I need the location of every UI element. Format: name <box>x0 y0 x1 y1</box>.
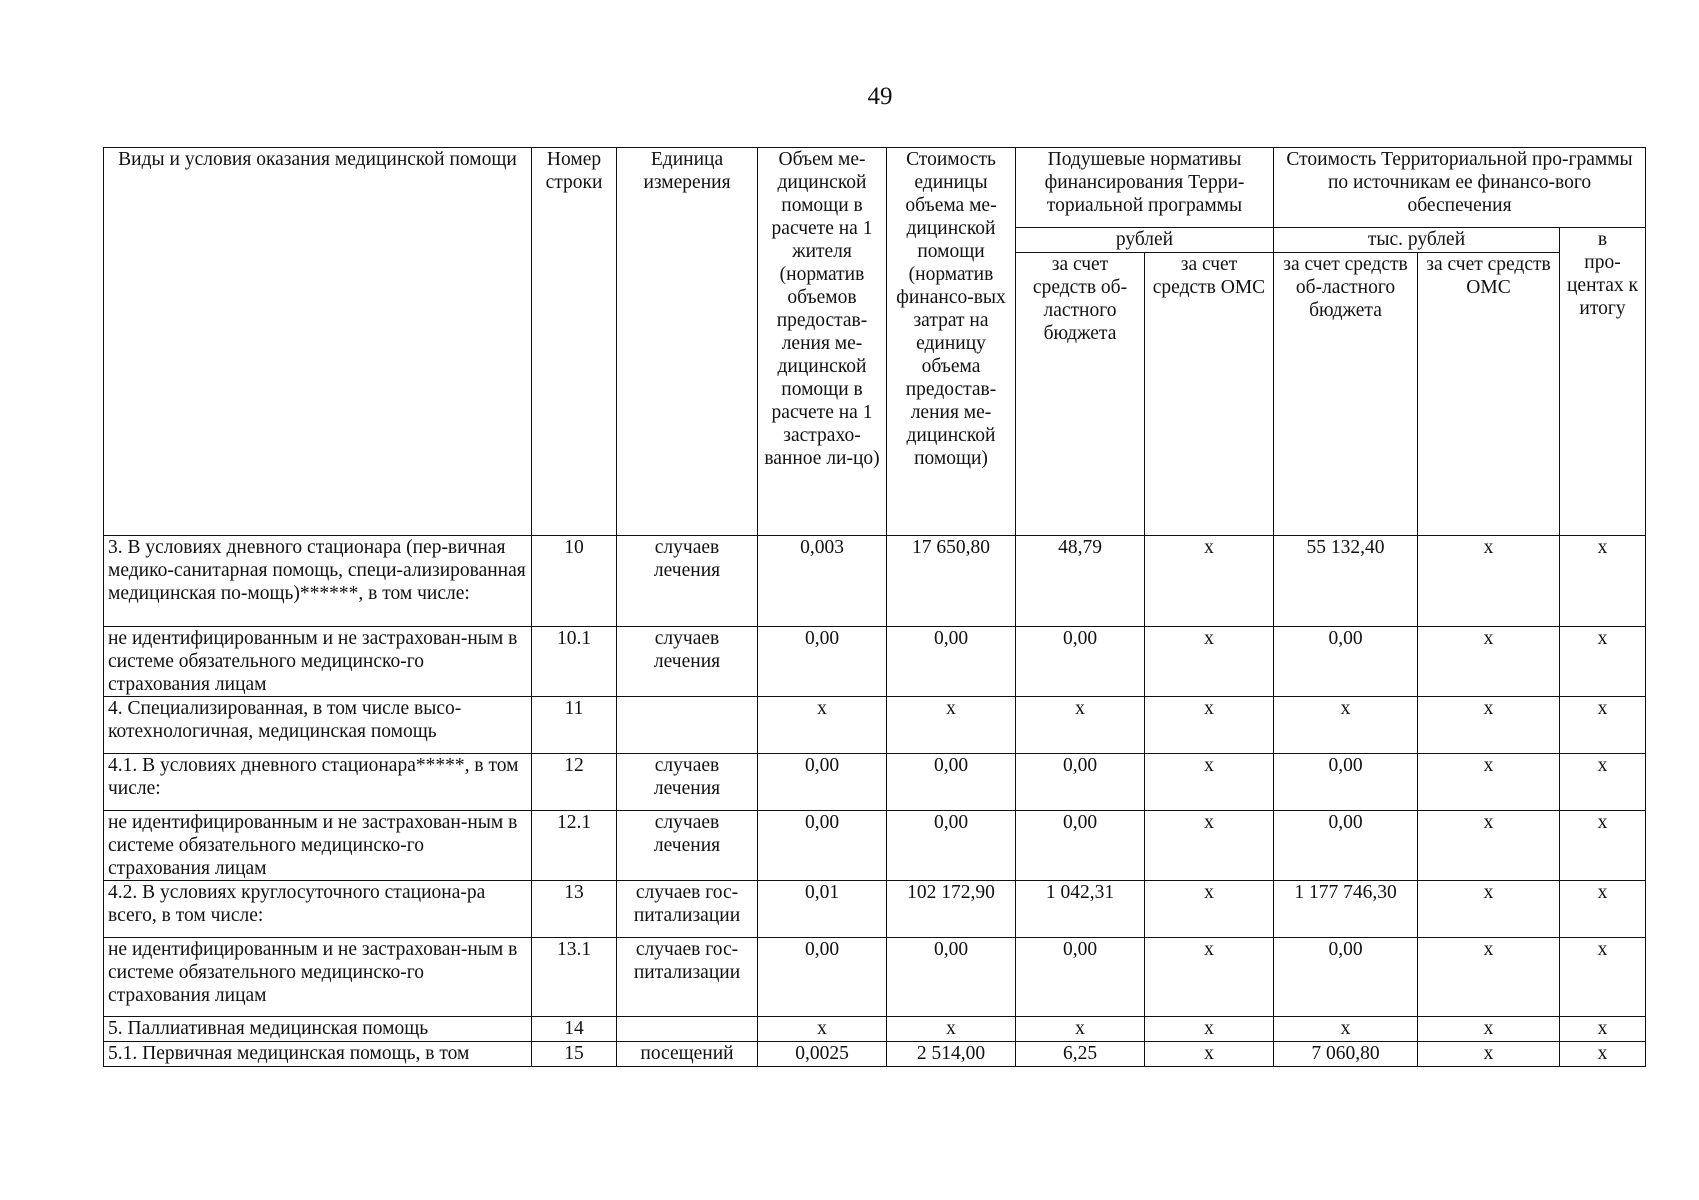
row-total-budget: 7 060,80 <box>1274 1042 1418 1067</box>
row-total-oms: х <box>1418 938 1560 1017</box>
table-row <box>104 536 1646 627</box>
row-cost: 102 172,90 <box>887 881 1016 938</box>
row-cost: х <box>887 697 1016 754</box>
row-cost: 0,00 <box>887 627 1016 697</box>
row-norm-budget: 0,00 <box>1016 754 1145 811</box>
row-total-budget: 1 177 746,30 <box>1274 881 1418 938</box>
table-row <box>104 1017 1646 1042</box>
header-kinds: Виды и условия оказания медицинской помощи <box>104 148 532 536</box>
row-name: 4.2. В условиях круглосуточного стациона-ра всего, в том числе: <box>104 881 532 938</box>
table-row <box>104 811 1646 881</box>
row-percent: х <box>1560 754 1646 811</box>
header-per-capita-norms: Подушевые нормативы финансирования Терри-ториальной программы <box>1016 148 1274 228</box>
table-row <box>104 627 1646 697</box>
row-name: не идентифицированным и не застрахован-ным в системе обязательного медицинско-го страхования лицам <box>104 938 532 1017</box>
row-unit: случаев гос-питализации <box>617 938 758 1017</box>
row-number: 15 <box>532 1042 617 1067</box>
row-name: 4.1. В условиях дневного стационара*****, в том числе: <box>104 754 532 811</box>
row-number: 12 <box>532 754 617 811</box>
row-norm-budget: 48,79 <box>1016 536 1145 627</box>
row-volume: 0,00 <box>758 938 887 1017</box>
row-name: 3. В условиях дневного стационара (пер-вичная медико-санитарная помощь, специ-ализированная медицинская по-мощь)******, в том числе: <box>104 536 532 627</box>
header-unit-cost: Стоимость единицы объема ме-дицинской помощи (норматив финансо-вых затрат на единицу объема предостав-ления ме-дицинской помощи) <box>887 148 1016 536</box>
row-percent: х <box>1560 697 1646 754</box>
row-norm-oms: х <box>1145 1017 1274 1042</box>
row-name: 5.1. Первичная медицинская помощь, в том <box>104 1042 532 1067</box>
header-program-cost: Стоимость Территориальной про-граммы по источникам ее финансо-вого обеспечения <box>1274 148 1646 228</box>
row-total-oms: х <box>1418 811 1560 881</box>
row-number: 13 <box>532 881 617 938</box>
row-unit: посещений <box>617 1042 758 1067</box>
table-row <box>104 938 1646 1017</box>
row-percent: х <box>1560 811 1646 881</box>
financing-table <box>103 147 1646 1067</box>
row-total-oms: х <box>1418 536 1560 627</box>
page-number: 49 <box>867 83 893 110</box>
row-cost: х <box>887 1017 1016 1042</box>
row-percent: х <box>1560 938 1646 1017</box>
row-norm-budget: 6,25 <box>1016 1042 1145 1067</box>
row-volume: 0,00 <box>758 754 887 811</box>
row-percent: х <box>1560 881 1646 938</box>
row-norm-budget: 0,00 <box>1016 811 1145 881</box>
row-total-budget: 0,00 <box>1274 627 1418 697</box>
row-total-budget: 55 132,40 <box>1274 536 1418 627</box>
header-row-1 <box>104 148 1646 228</box>
row-volume: 0,01 <box>758 881 887 938</box>
row-norm-budget: 0,00 <box>1016 938 1145 1017</box>
row-total-budget: 0,00 <box>1274 811 1418 881</box>
row-volume: х <box>758 1017 887 1042</box>
row-unit: случаев лечения <box>617 754 758 811</box>
row-name: не идентифицированным и не застрахован-ным в системе обязательного медицинско-го страхования лицам <box>104 627 532 697</box>
row-unit <box>617 697 758 754</box>
row-number: 14 <box>532 1017 617 1042</box>
row-unit: случаев гос-питализации <box>617 881 758 938</box>
header-total-oms: за счет средств ОМС <box>1418 253 1560 536</box>
row-volume: 0,00 <box>758 627 887 697</box>
row-norm-oms: х <box>1145 811 1274 881</box>
header-norm-budget: за счет средств об-ластного бюджета <box>1016 253 1145 536</box>
header-total-budget: за счет средств об-ластного бюджета <box>1274 253 1418 536</box>
header-percent-prefix: в <box>1597 229 1608 250</box>
row-volume: х <box>758 697 887 754</box>
row-total-oms: х <box>1418 754 1560 811</box>
header-percent-text: про-центах к итогу <box>1566 252 1639 319</box>
header-norm-oms: за счет средств ОМС <box>1145 253 1274 536</box>
row-total-budget: х <box>1274 697 1418 754</box>
row-total-oms: х <box>1418 1042 1560 1067</box>
row-name: 5. Паллиативная медицинская помощь <box>104 1017 532 1042</box>
row-volume: 0,003 <box>758 536 887 627</box>
row-norm-oms: х <box>1145 536 1274 627</box>
row-volume: 0,00 <box>758 811 887 881</box>
row-total-oms: х <box>1418 697 1560 754</box>
row-total-oms: х <box>1418 881 1560 938</box>
row-total-oms: х <box>1418 1017 1560 1042</box>
table-row <box>104 881 1646 938</box>
row-cost: 17 650,80 <box>887 536 1016 627</box>
row-norm-oms: х <box>1145 1042 1274 1067</box>
row-cost: 2 514,00 <box>887 1042 1016 1067</box>
row-norm-budget: 1 042,31 <box>1016 881 1145 938</box>
row-norm-oms: х <box>1145 627 1274 697</box>
row-norm-oms: х <box>1145 938 1274 1017</box>
row-percent: х <box>1560 1042 1646 1067</box>
row-number: 12.1 <box>532 811 617 881</box>
row-norm-oms: х <box>1145 881 1274 938</box>
header-unit: Единица измерения <box>617 148 758 536</box>
table-row <box>104 1042 1646 1067</box>
row-total-budget: 0,00 <box>1274 938 1418 1017</box>
row-percent: х <box>1560 1017 1646 1042</box>
row-cost: 0,00 <box>887 938 1016 1017</box>
row-total-oms: х <box>1418 627 1560 697</box>
row-norm-budget: х <box>1016 697 1145 754</box>
header-unit-thousand-rub: тыс. рублей <box>1274 228 1560 253</box>
header-percent <box>1560 228 1646 536</box>
row-total-budget: х <box>1274 1017 1418 1042</box>
header-row-number: Номер строки <box>532 148 617 536</box>
table-row <box>104 697 1646 754</box>
row-cost: 0,00 <box>887 811 1016 881</box>
row-cost: 0,00 <box>887 754 1016 811</box>
row-name: 4. Специализированная, в том числе высо-котехнологичная, медицинская помощь <box>104 697 532 754</box>
row-norm-oms: х <box>1145 697 1274 754</box>
row-volume: 0,0025 <box>758 1042 887 1067</box>
row-unit <box>617 1017 758 1042</box>
row-norm-oms: х <box>1145 754 1274 811</box>
row-norm-budget: 0,00 <box>1016 627 1145 697</box>
row-number: 11 <box>532 697 617 754</box>
row-total-budget: 0,00 <box>1274 754 1418 811</box>
row-number: 10.1 <box>532 627 617 697</box>
row-number: 10 <box>532 536 617 627</box>
row-unit: случаев лечения <box>617 536 758 627</box>
row-norm-budget: х <box>1016 1017 1145 1042</box>
header-unit-rub: рублей <box>1016 228 1274 253</box>
header-volume: Объем ме-дицинской помощи в расчете на 1 жителя (норматив объемов предостав-ления ме-дицинской помощи в расчете на 1 застрахо-ванное ли-цо) <box>758 148 887 536</box>
row-number: 13.1 <box>532 938 617 1017</box>
row-name: не идентифицированным и не застрахован-ным в системе обязательного медицинско-го страхования лицам <box>104 811 532 881</box>
row-percent: х <box>1560 627 1646 697</box>
row-unit: случаев лечения <box>617 811 758 881</box>
table-row <box>104 754 1646 811</box>
row-unit: случаев лечения <box>617 627 758 697</box>
row-percent: х <box>1560 536 1646 627</box>
